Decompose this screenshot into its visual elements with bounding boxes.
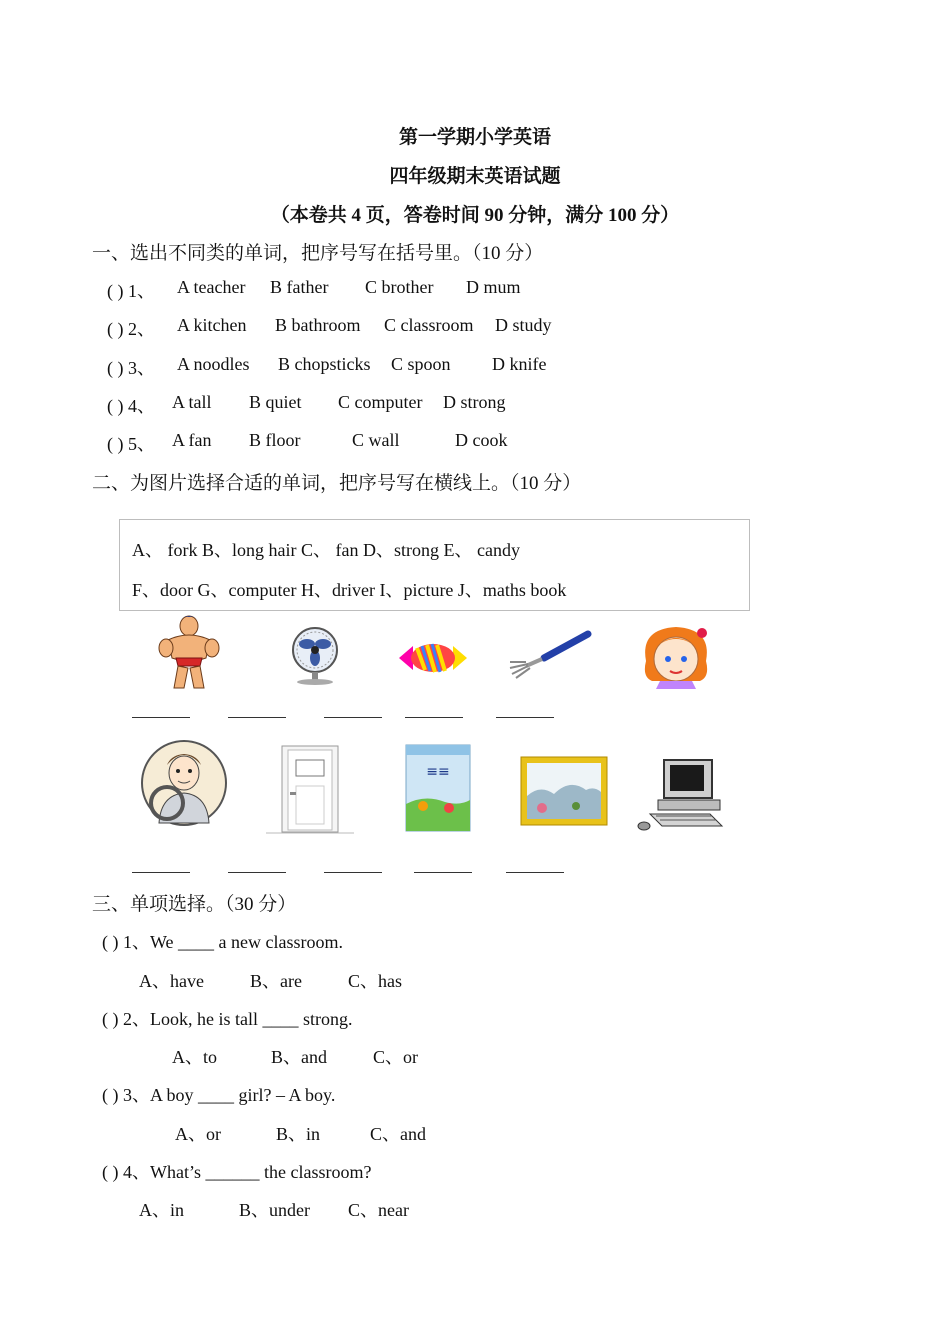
- option-a: A fan: [172, 430, 212, 450]
- option-c: C classroom: [384, 315, 474, 335]
- question-text: ( ) 2、Look, he is tall ____ strong.: [102, 1009, 353, 1029]
- option-b: B father: [270, 277, 329, 297]
- answer-blank[interactable]: [228, 717, 286, 719]
- choice-b: B、under: [239, 1200, 310, 1220]
- section3-heading: 三、单项选择。（30 分）: [92, 894, 297, 915]
- option-c: C spoon: [391, 354, 451, 374]
- option-d: D mum: [466, 277, 521, 297]
- option-d: D study: [495, 315, 552, 335]
- option-b: B quiet: [249, 392, 302, 412]
- answer-blank[interactable]: [132, 872, 190, 874]
- option-c: C wall: [352, 430, 400, 450]
- door-icon: [266, 744, 354, 834]
- option-d: D strong: [443, 392, 506, 412]
- item-number: ( ) 3、: [107, 358, 155, 378]
- choice-c: C、or: [373, 1047, 418, 1067]
- option-d: D knife: [492, 354, 547, 374]
- choice-c: C、and: [370, 1124, 426, 1144]
- word-bank-line2: F、door G、computer H、driver I、picture J、maths book: [132, 580, 567, 600]
- svg-text:≡≡: ≡≡: [426, 764, 450, 780]
- item-number: ( ) 4、: [107, 396, 155, 416]
- word-bank-box: [119, 519, 750, 611]
- option-c: C brother: [365, 277, 434, 297]
- choice-a: A、have: [139, 971, 204, 991]
- computer-icon: [636, 756, 724, 834]
- option-c: C computer: [338, 392, 423, 412]
- option-a: A noodles: [177, 354, 250, 374]
- strong-man-icon: [158, 614, 220, 690]
- choice-a: A、to: [172, 1047, 217, 1067]
- choice-b: B、in: [276, 1124, 321, 1144]
- answer-blank[interactable]: [414, 872, 472, 874]
- section1-heading: 一、选出不同类的单词，把序号写在括号里。（10 分）: [92, 243, 544, 264]
- choice-a: A、in: [139, 1200, 184, 1220]
- exam-info: （本卷共 4 页，答卷时间 90 分钟，满分 100 分）: [270, 205, 680, 226]
- option-a: A teacher: [177, 277, 246, 297]
- word-bank-line1: A、 fork B、long hair C、 fan D、strong E、 candy: [132, 540, 520, 560]
- choice-b: B、and: [271, 1047, 327, 1067]
- option-d: D cook: [455, 430, 508, 450]
- driver-icon: [139, 739, 229, 827]
- question-text: ( ) 4、What’s ______ the classroom?: [102, 1162, 372, 1182]
- picture-frame-icon: [520, 756, 608, 826]
- candy-icon: [397, 638, 469, 678]
- option-b: B bathroom: [275, 315, 361, 335]
- option-a: A kitchen: [177, 315, 247, 335]
- fan-icon: [281, 626, 349, 686]
- answer-blank[interactable]: [132, 717, 190, 719]
- section2-heading: 二、为图片选择合适的单词，把序号写在横线上。（10 分）: [92, 473, 582, 494]
- choice-c: C、has: [348, 971, 402, 991]
- choice-c: C、near: [348, 1200, 409, 1220]
- option-a: A tall: [172, 392, 212, 412]
- item-number: ( ) 1、: [107, 281, 155, 301]
- choice-b: B、are: [250, 971, 302, 991]
- answer-blank[interactable]: [506, 872, 564, 874]
- long-hair-girl-icon: [636, 621, 716, 689]
- page-title: 第一学期小学英语: [398, 127, 551, 148]
- item-number: ( ) 5、: [107, 434, 155, 454]
- choice-a: A、or: [175, 1124, 221, 1144]
- answer-blank[interactable]: [324, 717, 382, 719]
- answer-blank[interactable]: [405, 717, 463, 719]
- question-text: ( ) 1、We ____ a new classroom.: [102, 932, 343, 952]
- option-b: B chopsticks: [278, 354, 371, 374]
- answer-blank[interactable]: [496, 717, 554, 719]
- fork-icon: [506, 628, 592, 680]
- maths-book-icon: [405, 744, 471, 832]
- answer-blank[interactable]: [228, 872, 286, 874]
- item-number: ( ) 2、: [107, 319, 155, 339]
- page-subtitle: 四年级期末英语试题: [389, 166, 561, 187]
- answer-blank[interactable]: [324, 872, 382, 874]
- option-b: B floor: [249, 430, 301, 450]
- question-text: ( ) 3、A boy ____ girl? – A boy.: [102, 1085, 336, 1105]
